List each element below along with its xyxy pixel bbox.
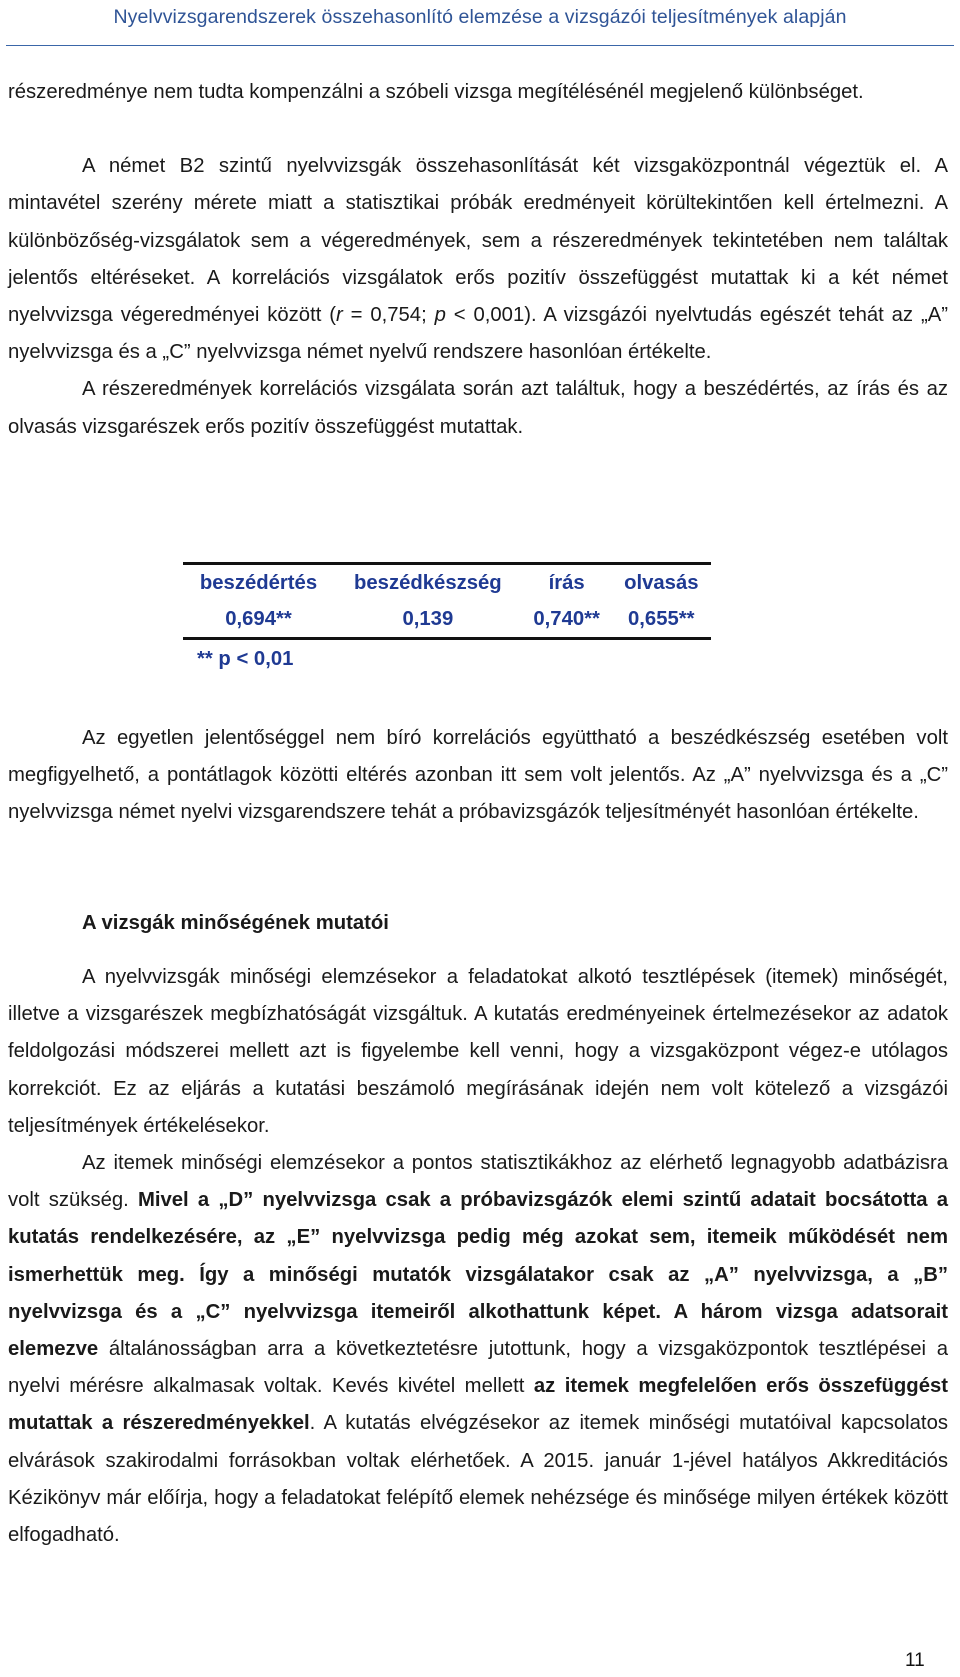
bold-text-run: az itemek megfelelően erős összefüggést mutattak a részeredményekkel [8,1375,949,1435]
table-cell: 0,694** [225,607,292,630]
stat-r: r [335,304,343,327]
text-run: = 0,754; [342,304,435,327]
paragraph-gap [8,111,948,148]
table-header-cell: beszédértés [199,571,318,594]
paragraph-subscores: A részeredmények korrelációs vizsgálata során azt találtuk, hogy a beszédértés, az írás és az olvasás vizsgarészek erős pozitív összefüggést mutattak. [8,378,948,438]
text-run: . A kutatás elvégzésekor az itemek minőségi mutatóival kapcsolatos elvárások szakirodalmi forrásokban voltak elérhetőek. A 2015. január 1-jével hatályos Akkreditációs Kézikönyv már előírja, hogy a feladatokat felépítő elemek nehézsége és minősége milyen értékek között elfogadható. [8,1412,948,1547]
table-header-cell: olvasás [624,571,699,594]
text-run: A német B2 szintű nyelvvizsgák összehasonlítását két vizsgaközpontnál végeztük el. A mintavétel szerény mérete miatt a statisztikai próbák eredményeit körültekintően kell értelmezni. A különbözőség-vizsgálatok sem a végeredmények, sem a részeredmények tekintetében nem találtak jelentős eltéréseket. A korrelációs vizsgálatok erős pozitív összefüggést mutattak ki a két német nyelvvizsga végeredményei között ( [8,155,948,327]
text-block-2 [8,720,948,832]
correlation-table [183,562,711,678]
significance-note: ** p < 0,01 [197,647,294,670]
table-header-row [183,564,711,602]
table-cell: 0,655** [628,607,695,630]
paragraph-continuation: részeredménye nem tudta kompenzálni a szóbeli vizsga megítélésénél megjelenő különbséget. [8,81,864,103]
text-run: < 0,001). A vizsgázói nyelvtudás egészét tehát az „A” nyelvvizsga és a „C” nyelvvizsga német nyelvű rendszere hasonlóan értékelte. [8,304,948,364]
table-row [183,601,711,639]
running-header: Nyelvvizsgarendszerek összehasonlító elemzése a vizsgázói teljesítmények alapján [113,6,847,28]
paragraph-correlation [8,148,948,371]
text-block-3 [8,959,948,1554]
section-heading: A vizsgák minőségének mutatói [82,912,389,934]
bold-text-run: Mivel a „D” nyelvvizsga csak a próbavizsgázók elemi szintű adatait bocsátotta a kutatás rendelkezésére, az „E” nyelvvizsga pedig még azokat sem, itemeik működését nem ismerhettük meg. Így a minőségi mutatók vizsgálatakor csak az „A” nyelvvizsga, a „B” nyelvvizsga és a „C” nyelvvizsga itemeiről alkothattunk képet. A három vizsga adatsorait elemezve [8,1189,948,1361]
table-cell: 0,139 [402,607,454,630]
header-divider [6,45,954,46]
correlation-table-wrap [183,562,711,678]
table-header-cell: írás [548,571,585,594]
paragraph-quality-analysis: A nyelvvizsgák minőségi elemzésekor a feladatokat alkotó tesztlépések (itemek) minőségét, illetve a vizsgarészek megbízhatóságát vizsgáltuk. A kutatás eredményeinek értelmezésekor az adatok feldolgozási módszerei mellett azt is figyelembe kell venni, hogy a vizsgaközpont végez-e utólagos korrekciót. Ez az eljárás a kutatási beszámoló megírásának idején nem volt kötelező a vizsgázói teljesítmények értékelésekor. [8,966,948,1137]
paragraph-speaking-note: Az egyetlen jelentőséggel nem bíró korrelációs együttható a beszédkészség esetében volt megfigyelhető, a pontátlagok közötti eltérés azonban itt sem volt jelentős. Az „A” nyelvvizsga és a „C” nyelvvizsga német nyelvi vizsgarendszere tehát a próbavizsgázók teljesítményét hasonlóan értékelte. [8,727,948,824]
paragraph-item-analysis [8,1145,948,1554]
page-number: 11 [905,1650,925,1671]
stat-p: p [434,304,446,327]
table-note-row [183,639,711,679]
text-block-1 [8,74,948,446]
table-cell: 0,740** [533,607,600,630]
text-run: Az itemek minőségi elemzésekor a pontos statisztikákhoz az elérhető legnagyobb adatbázisra volt szükség. [8,1152,948,1212]
text-run: általánosságban arra a következtetésre jutottunk, hogy a vizsgaközpontok tesztlépései a nyelvi mérésre alkalmasak voltak. Kevés kivétel mellett [8,1338,948,1398]
table-header-cell: beszédkészség [354,571,502,594]
